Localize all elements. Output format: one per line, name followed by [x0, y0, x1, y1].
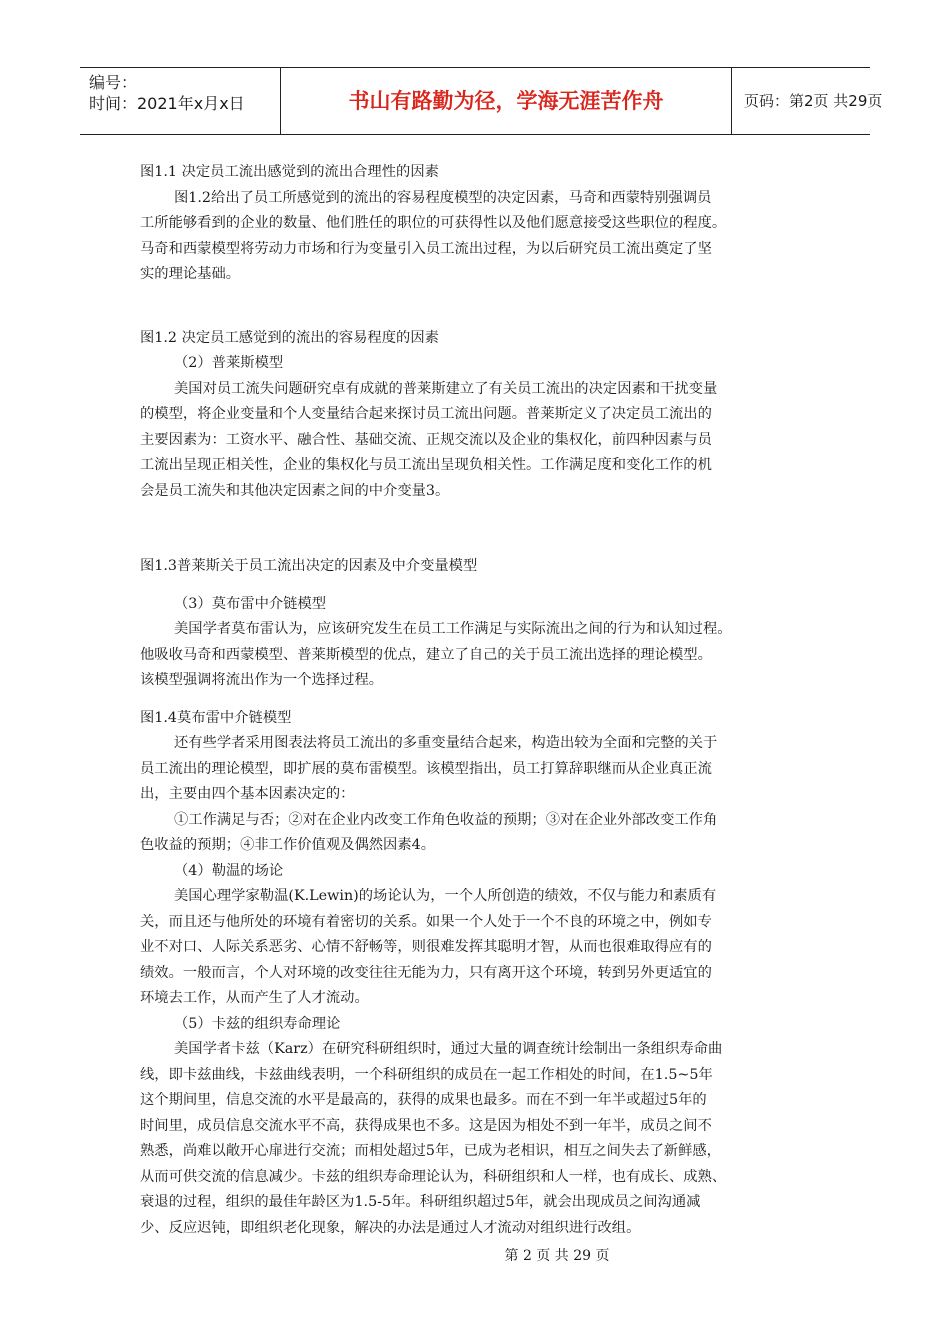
figure-caption: 图1.3普莱斯关于员工流出决定的因素及中介变量模型 — [140, 558, 478, 574]
paragraph-line: 美国对员工流失问题研究卓有成就的普莱斯建立了有关员工流出的决定因素和干扰变量 — [174, 380, 718, 397]
paragraph-line: 环境去工作，从而产生了人才流动。 — [140, 990, 369, 1006]
paragraph-line: 的模型，将企业变量和个人变量结合起来探讨员工流出问题。普莱斯定义了决定员工流出的 — [140, 406, 712, 422]
paragraph-line: 这个期间里，信息交流的水平是最高的，获得的成果也最多。而在不到一年半或超过5年的 — [140, 1092, 707, 1108]
paragraph-line: 图1.2给出了员工所感觉到的流出的容易程度模型的决定因素，马奇和西蒙特别强调员 — [174, 189, 712, 206]
header-meta — [80, 68, 280, 134]
section-heading: （4）勒温的场论 — [174, 862, 284, 879]
paragraph-line: 色收益的预期；④非工作价值观及偶然因素4。 — [140, 837, 436, 853]
paragraph-line: 该模型强调将流出作为一个选择过程。 — [140, 672, 384, 688]
paragraph-line: 主要因素为：工资水平、融合性、基础交流、正规交流以及企业的集权化，前四种因素与员 — [140, 431, 712, 448]
header-motto: 书山有路勤为径，学海无涯苦作舟 — [280, 68, 732, 134]
paragraph-line: 业不对口、人际关系恶劣、心情不舒畅等，则很难发挥其聪明才智，从而也很难取得应有的 — [140, 939, 712, 955]
document-number-label: 编号： — [89, 73, 138, 92]
paragraph-line: 美国学者卡兹（Karz）在研究科研组织时，通过大量的调查统计绘制出一条组织寿命曲 — [174, 1041, 723, 1057]
paragraph-line: 关，而且还与他所处的环境有着密切的关系。如果一个人处于一个不良的环境之中，例如专 — [140, 913, 712, 930]
paragraph-line: 还有些学者采用图表法将员工流出的多重变量结合起来，构造出较为全面和完整的关于 — [174, 735, 718, 751]
paragraph-line: 线，即卡兹曲线，卡兹曲线表明，一个科研组织的成员在一起工作相处的时间，在1.5~5年 — [140, 1066, 713, 1083]
paragraph-line: 工流出呈现正相关性，企业的集权化与员工流出呈现负相关性。工作满足度和变化工作的机 — [140, 457, 712, 473]
paragraph-line: 马奇和西蒙模型将劳动力市场和行为变量引入员工流出过程，为以后研究员工流出奠定了坚 — [140, 240, 712, 257]
header-page-info: 页码：第2页 共29页 — [744, 92, 883, 110]
document-date-label: 时间：2021年x月x日 — [89, 94, 245, 113]
paragraph-line: 时间里，成员信息交流水平不高，获得成果也不多。这是因为相处不到一年半，成员之间不 — [140, 1117, 712, 1134]
paragraph-line: 他吸收马奇和西蒙模型、普莱斯模型的优点，建立了自己的关于员工流出选择的理论模型。 — [140, 646, 712, 663]
figure-caption: 图1.1 决定员工流出感觉到的流出合理性的因素 — [140, 164, 439, 180]
paragraph-line: 绩效。一般而言，个人对环境的改变往往无能为力，只有离开这个环境，转到另外更适宜的 — [140, 964, 712, 981]
paragraph-line: 出，主要由四个基本因素决定的： — [140, 786, 355, 802]
paragraph-line: ①工作满足与否；②对在企业内改变工作角色收益的预期；③对在企业外部改变工作角 — [174, 811, 718, 828]
section-heading: （5）卡兹的组织寿命理论 — [174, 1015, 341, 1032]
paragraph-line: 会是员工流失和其他决定因素之间的中介变量3。 — [140, 482, 450, 499]
section-heading: （2）普莱斯模型 — [174, 355, 284, 371]
paragraph-line: 实的理论基础。 — [140, 266, 241, 282]
paragraph-line: 从而可供交流的信息减少。卡兹的组织寿命理论认为，科研组织和人一样，也有成长、成熟、 — [140, 1168, 727, 1185]
paragraph-line: 员工流出的理论模型，即扩展的莫布雷模型。该模型指出，员工打算辞职继而从企业真正流 — [140, 760, 712, 777]
paragraph-line: 少、反应迟钝，即组织老化现象，解决的办法是通过人才流动对组织进行改组。 — [140, 1219, 641, 1236]
paragraph-line: 工所能够看到的企业的数量、他们胜任的职位的可获得性以及他们愿意接受这些职位的程度。 — [140, 215, 727, 231]
section-heading: （3）莫布雷中介链模型 — [174, 595, 327, 612]
page-footer — [0, 1245, 950, 1265]
document-body — [140, 160, 820, 1241]
paragraph-line: 熟悉，尚难以敞开心扉进行交流；而相处超过5年，已成为老相识，相互之间失去了新鲜感， — [140, 1143, 721, 1159]
paragraph-line: 美国心理学家勒温(K.Lewin)的场论认为，一个人所创造的绩效，不仅与能力和素质有 — [174, 888, 717, 904]
page-number: 第 2 页 共 29 页 — [504, 1248, 610, 1264]
figure-caption: 图1.2 决定员工感觉到的流出的容易程度的因素 — [140, 329, 439, 346]
paragraph-line: 衰退的过程，组织的最佳年龄区为1.5-5年。科研组织超过5年，就会出现成员之间沟通减 — [140, 1194, 701, 1210]
figure-caption: 图1.4莫布雷中介链模型 — [140, 709, 292, 726]
paragraph-line: 美国学者莫布雷认为，应该研究发生在员工工作满足与实际流出之间的行为和认知过程。 — [174, 621, 732, 637]
page-header — [80, 67, 883, 135]
